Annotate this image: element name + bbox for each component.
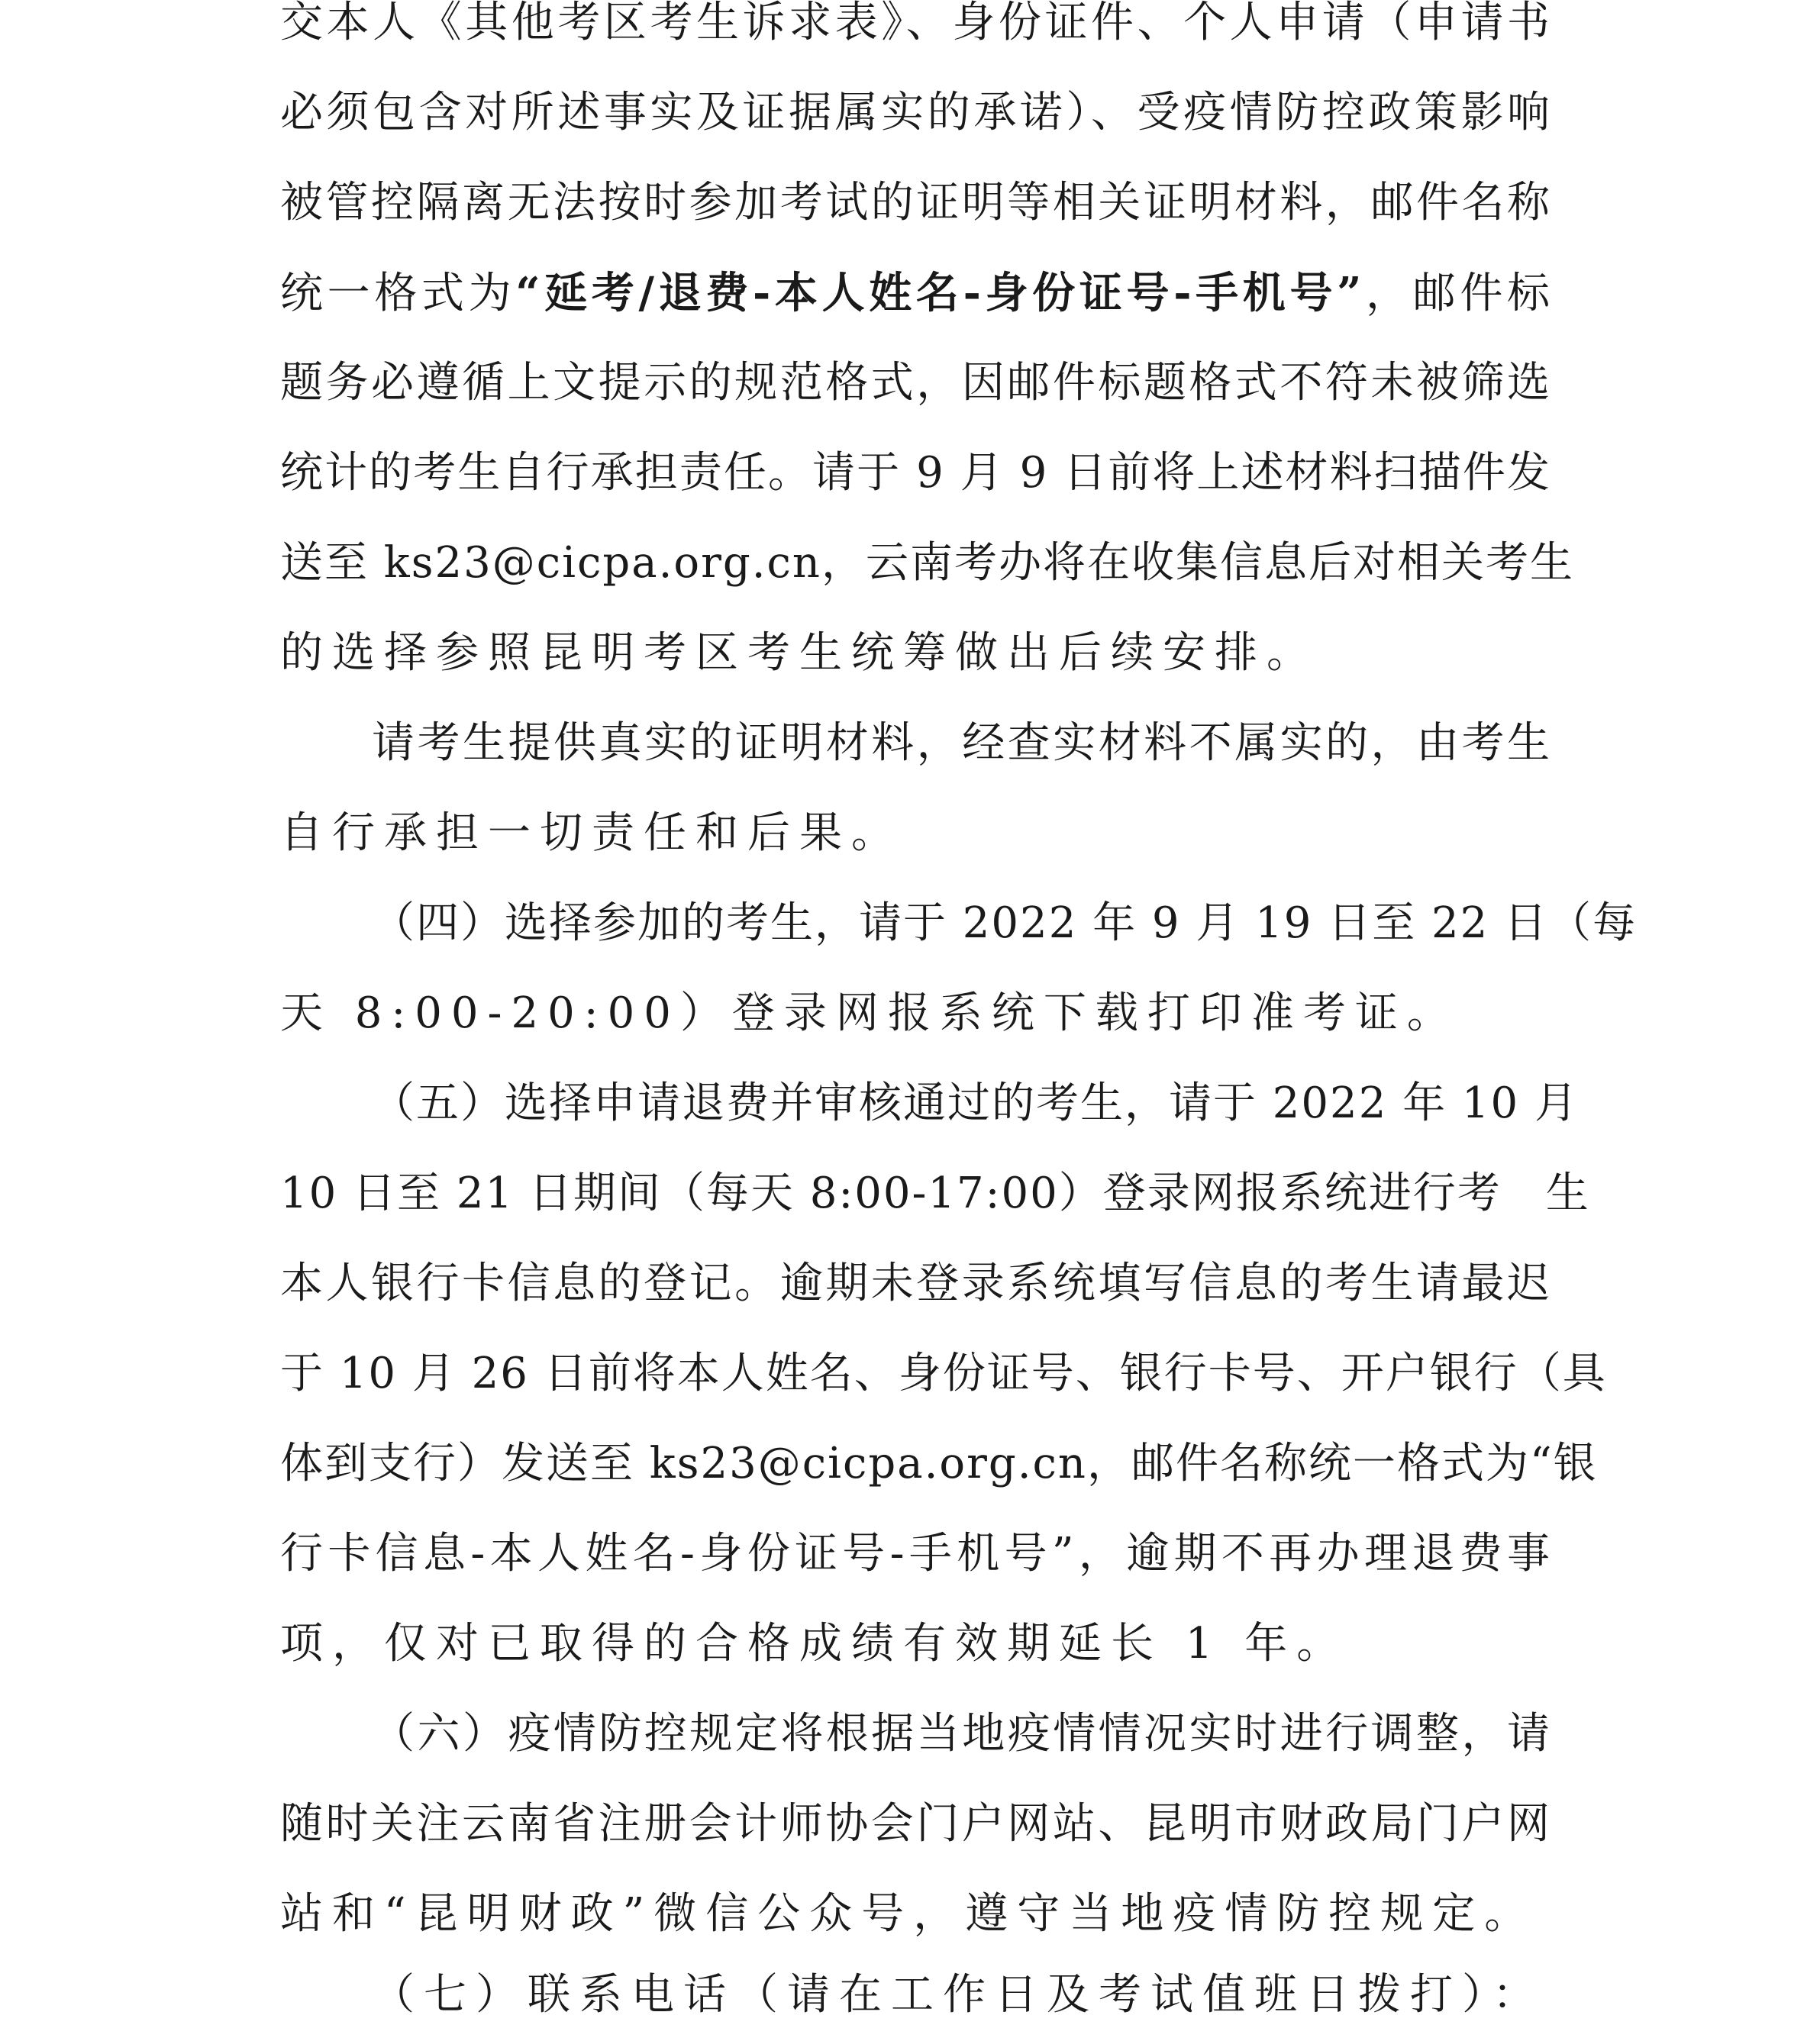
text-line-6: 统计的考生自行承担责任。请于 9 月 9 日前将上述材料扫描件发 bbox=[280, 448, 1551, 498]
text-line-17: 体到支行）发送至 ks23@cicpa.org.cn，邮件名称统一格式为“银 bbox=[280, 1439, 1598, 1488]
text-line-13: （五）选择申请退费并审核通过的考生，请于 2022 年 10 月 bbox=[372, 1079, 1579, 1128]
text-segment: 统一格式为 bbox=[280, 269, 516, 318]
text-line-3: 被管控隔离无法按时参加考试的证明等相关证明材料，邮件名称 bbox=[280, 178, 1551, 227]
text-line-10: 自行承担一切责任和后果。 bbox=[280, 808, 903, 858]
text-line-8: 的选择参照昆明考区考生统筹做出后续安排。 bbox=[280, 628, 1318, 678]
text-line-16: 于 10 月 26 日前将本人姓名、身份证号、银行卡号、开户银行（具 bbox=[280, 1349, 1607, 1398]
text-line-9: 请考生提供真实的证明材料，经查实材料不属实的，由考生 bbox=[372, 718, 1551, 768]
text-line-12: 天 8:00-20:00）登录网报系统下载打印准考证。 bbox=[280, 988, 1459, 1038]
text-line-7: 送至 ks23@cicpa.org.cn，云南考办将在收集信息后对相关考生 bbox=[280, 538, 1574, 588]
text-line-2: 必须包含对所述事实及证据属实的承诺）、受疫情防控政策影响 bbox=[280, 88, 1551, 137]
email-subject-format: “延考/退费-本人姓名-身份证号-手机号” bbox=[515, 268, 1363, 318]
text-line-22: 站和“昆明财政”微信公众号，遵守当地疫情防控规定。 bbox=[280, 1889, 1537, 1939]
text-line-21: 随时关注云南省注册会计师协会门户网站、昆明市财政局门户网 bbox=[280, 1799, 1551, 1849]
text-line-19: 项，仅对已取得的合格成绩有效期延长 1 年。 bbox=[280, 1619, 1349, 1669]
text-line-18: 行卡信息-本人姓名-身份证号-手机号”，逾期不再办理退费事 bbox=[280, 1529, 1551, 1578]
text-line-15: 本人银行卡信息的登记。逾期未登录系统填写信息的考生请最迟 bbox=[280, 1259, 1551, 1308]
text-line-20: （六）疫情防控规定将根据当地疫情情况实时进行调整，请 bbox=[372, 1709, 1551, 1759]
text-segment: ，邮件标 bbox=[1363, 269, 1552, 318]
text-line-11: （四）选择参加的考生，请于 2022 年 9 月 19 日至 22 日（每 bbox=[372, 898, 1638, 948]
text-line-14: 10 日至 21 日期间（每天 8:00-17:00）登录网报系统进行考 生 bbox=[280, 1169, 1590, 1218]
text-line-23: （七）联系电话（请在工作日及考试值班日拨打）： bbox=[372, 1970, 1544, 2020]
text-line-4 bbox=[280, 247, 1551, 339]
text-line-5: 题务必遵循上文提示的规范格式，因邮件标题格式不符未被筛选 bbox=[280, 358, 1551, 408]
text-line-1: 交本人《其他考区考生诉求表》、身份证件、个人申请（申请书 bbox=[280, 0, 1551, 47]
